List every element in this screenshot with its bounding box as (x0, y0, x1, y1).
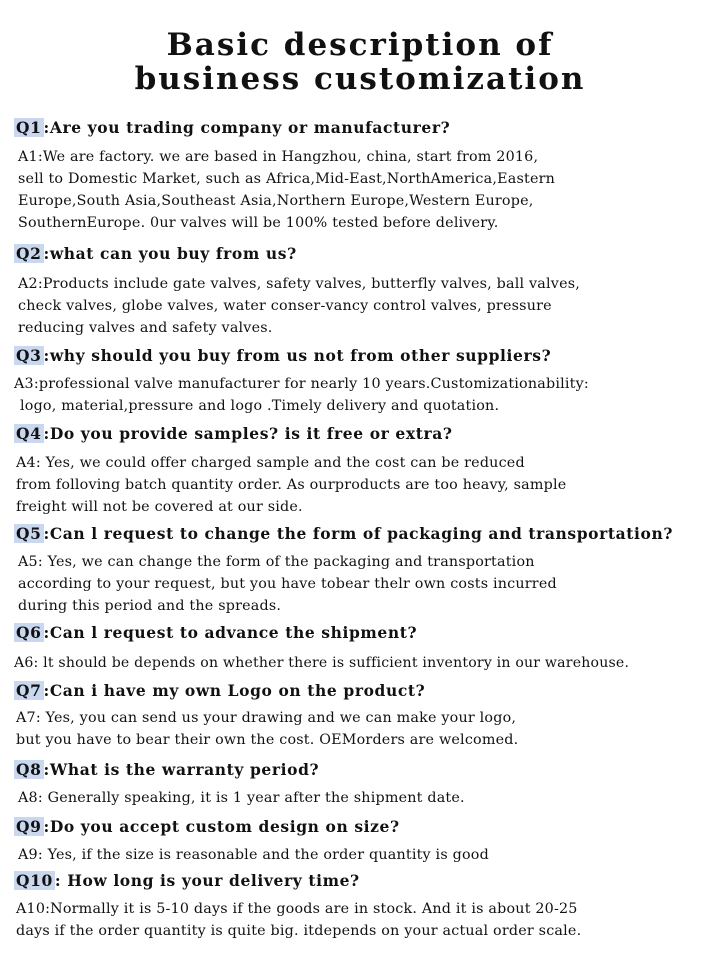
question-text: :Can l request to advance the shipment? (43, 623, 418, 642)
answer-line: A7: Yes, you can send us your drawing and we can make your logo, (16, 710, 517, 726)
question-text: :Can l request to change the form of packaging and transportation? (43, 524, 674, 543)
question-text: :what can you buy from us? (43, 244, 297, 263)
answer-7 (16, 707, 518, 751)
answer-8 (18, 787, 465, 809)
question-text: :Can i have my own Logo on the product? (43, 681, 426, 700)
answer-2 (18, 273, 580, 339)
question-5 (14, 523, 673, 545)
answer-line: but you have to bear their own the cost. OEMorders are welcomed. (16, 732, 519, 748)
answer-line: days if the order quantity is quite big. itdepends on your actual order scale. (16, 923, 582, 939)
answer-line: A8: Generally speaking, it is 1 year after the shipment date. (18, 790, 465, 806)
answer-4 (16, 452, 566, 518)
question-tag: Q5 (16, 524, 42, 543)
answer-line: SouthernEurope. 0ur valves will be 100% tested before delivery. (18, 215, 499, 231)
question-tag: Q3 (16, 346, 42, 365)
question-text: :Are you trading company or manufacturer? (43, 118, 451, 137)
question-text: :why should you buy from us not from other suppliers? (43, 346, 552, 365)
answer-5 (18, 551, 557, 617)
question-tag: Q4 (16, 424, 42, 443)
question-1 (14, 117, 450, 139)
answer-line: A10:Normally it is 5-10 days if the goods are in stock. And it is about 20-25 (16, 901, 578, 917)
question-3 (14, 345, 551, 367)
answer-line: sell to Domestic Market, such as Africa,Mid-East,NorthAmerica,Eastern (18, 171, 556, 187)
question-4 (14, 423, 453, 445)
answer-line: A1:We are factory. we are based in Hangzhou, china, start from 2016, (18, 149, 539, 165)
answer-line: reducing valves and safety valves. (18, 320, 273, 336)
question-7 (14, 680, 425, 702)
question-text: : How long is your delivery time? (54, 871, 360, 890)
answer-line: during this period and the spreads. (18, 598, 282, 614)
question-text: :What is the warranty period? (43, 760, 320, 779)
question-tag: Q1 (16, 118, 42, 137)
page-title (0, 28, 720, 96)
answer-9 (18, 844, 489, 866)
answer-line: A6: lt should be depends on whether there is sufficient inventory in our warehouse. (14, 655, 630, 671)
page-title-line-1: Basic description of (166, 27, 554, 63)
question-tag: Q8 (16, 760, 42, 779)
answer-line: logo, material,pressure and logo .Timely delivery and quotation. (20, 398, 500, 414)
question-6 (14, 622, 417, 644)
question-tag: Q9 (16, 817, 42, 836)
question-9 (14, 816, 400, 838)
answer-line: from folloving batch quantity order. As ourproducts are too heavy, sample (16, 477, 567, 493)
question-text: :Do you accept custom design on size? (43, 817, 400, 836)
answer-line: freight will not be covered at our side. (16, 499, 303, 515)
answer-line: A3:professional valve manufacturer for nearly 10 years.Customizationability: (14, 376, 589, 392)
question-text: :Do you provide samples? is it free or extra? (43, 424, 453, 443)
answer-line: A5: Yes, we can change the form of the packaging and transportation (18, 554, 535, 570)
question-tag: Q7 (16, 681, 42, 700)
answer-line: check valves, globe valves, water conser-vancy control valves, pressure (18, 298, 552, 314)
answer-line: A2:Products include gate valves, safety valves, butterfly valves, ball valves, (18, 276, 581, 292)
question-2 (14, 243, 297, 265)
answer-3 (14, 373, 589, 417)
answer-6 (14, 652, 629, 674)
answer-line: A4: Yes, we could offer charged sample and the cost can be reduced (16, 455, 525, 471)
question-tag: Q6 (16, 623, 42, 642)
answer-line: according to your request, but you have tobear thelr own costs incurred (18, 576, 557, 592)
page-title-line-2: business customization (134, 61, 586, 97)
question-8 (14, 759, 319, 781)
question-tag: Q2 (16, 244, 42, 263)
answer-10 (16, 898, 581, 942)
question-tag: Q10 (16, 871, 53, 890)
answer-line: Europe,South Asia,Southeast Asia,Northern Europe,Western Europe, (18, 193, 534, 209)
answer-line: A9: Yes, if the size is reasonable and the order quantity is good (18, 847, 489, 863)
question-10 (14, 870, 360, 892)
answer-1 (18, 146, 555, 234)
